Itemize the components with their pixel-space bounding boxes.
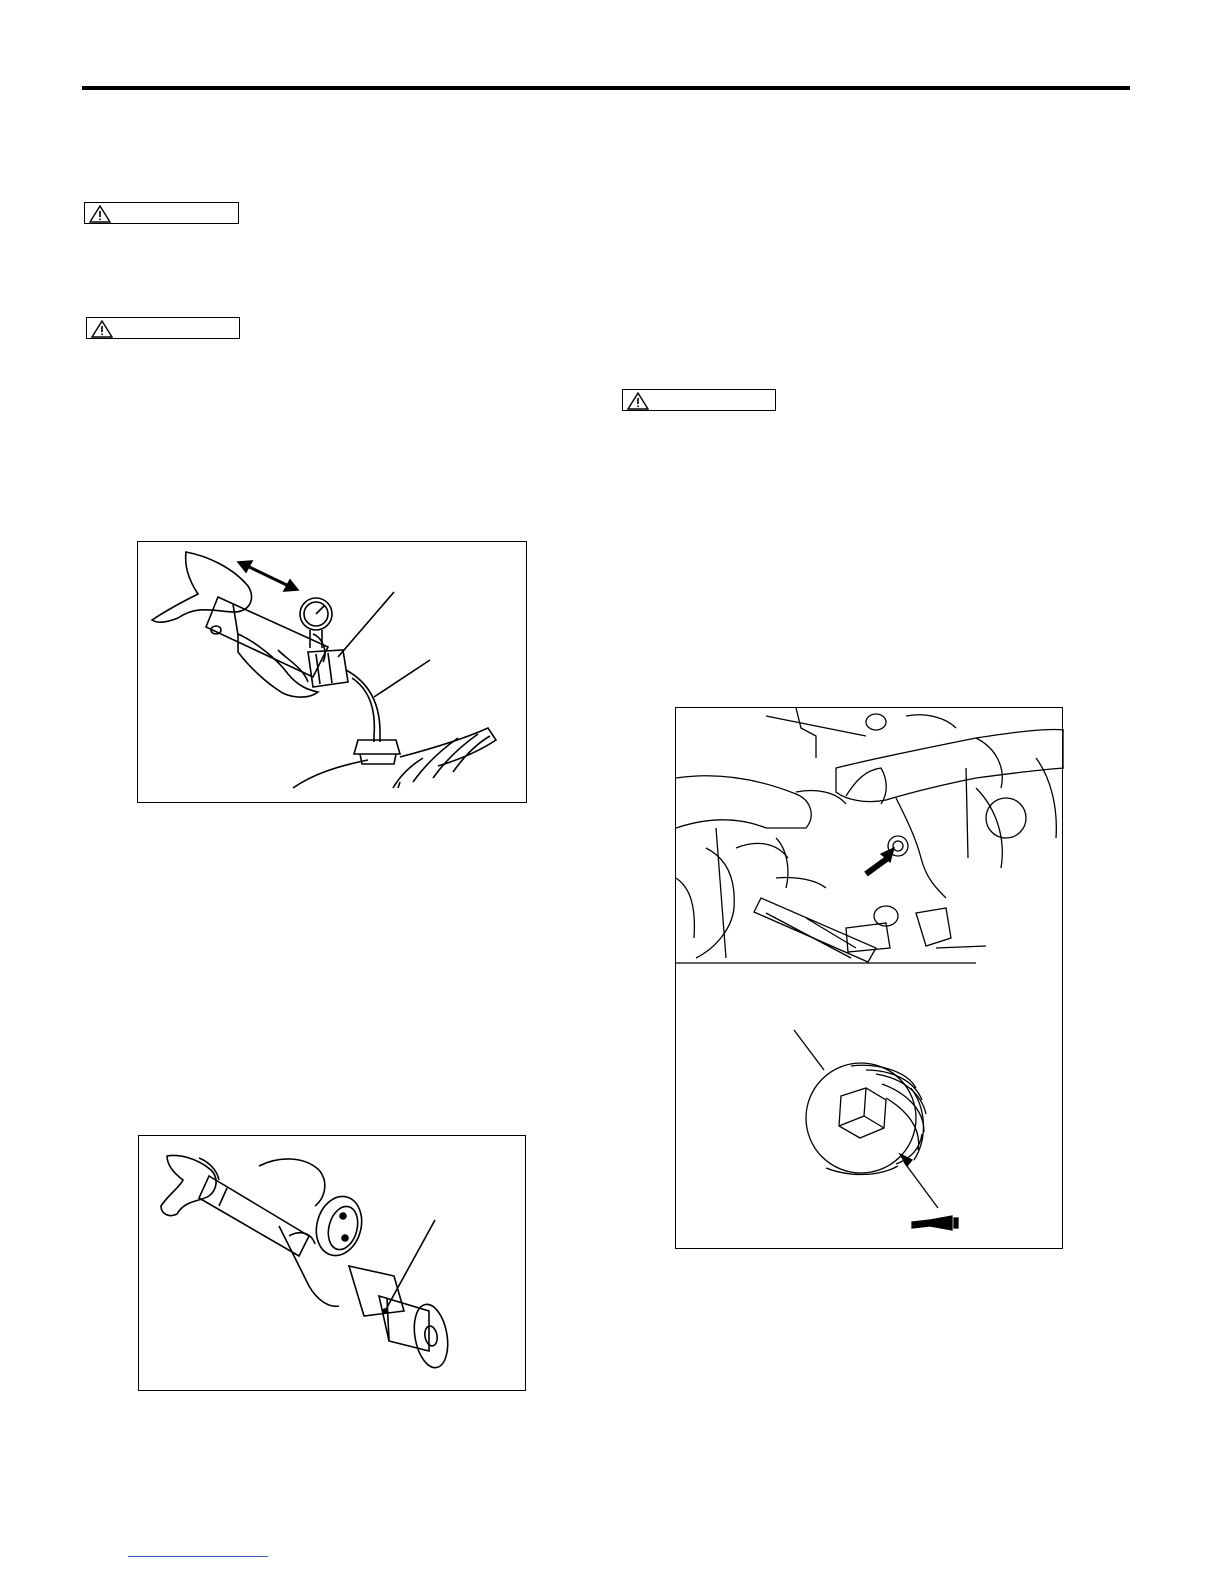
caution-box-1 <box>84 202 239 224</box>
warning-triangle-icon <box>91 320 113 338</box>
warning-triangle-icon <box>89 205 111 223</box>
engine-plug-location-illustration <box>676 708 1064 1250</box>
sealant-tube-icon <box>912 1216 958 1230</box>
caution-box-2 <box>86 317 240 339</box>
caution-box-3 <box>622 389 776 411</box>
footer-link[interactable] <box>128 1556 268 1557</box>
warning-triangle-icon <box>627 392 649 410</box>
figure-pressure-tester <box>137 541 527 803</box>
cap-adapter-illustration <box>139 1136 527 1392</box>
header-rule <box>82 86 1130 90</box>
pressure-tester-illustration <box>138 542 528 804</box>
figure-engine-plug <box>675 707 1063 1249</box>
figure-cap-adapter <box>138 1135 526 1391</box>
